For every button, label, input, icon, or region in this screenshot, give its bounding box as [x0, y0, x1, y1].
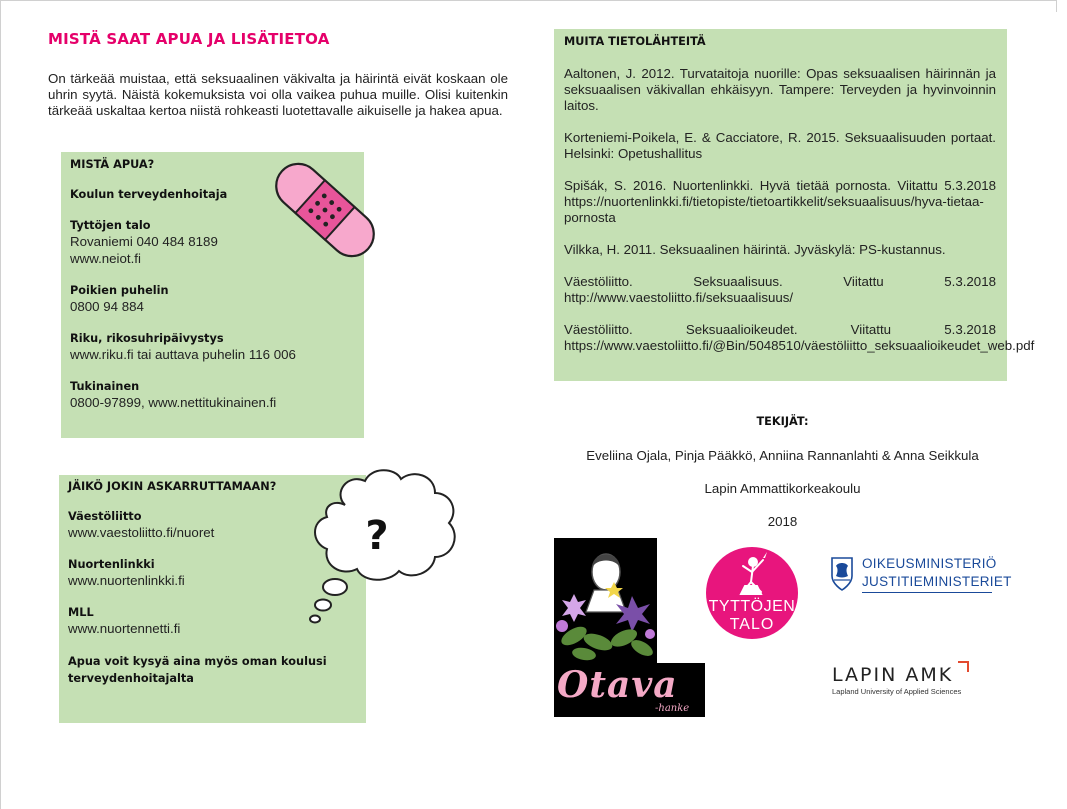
credits-year: 2018 — [767, 514, 798, 529]
otava-logo-subtext: -hanke — [655, 703, 690, 714]
help-entry-name: Poikien puhelin — [70, 284, 169, 297]
help-entry — [70, 379, 360, 411]
source-item: Aaltonen, J. 2012. Turvataitoja nuorille: Opas seksuaalisen häirinnän ja seksuaalisen väkivallan ehkäisyyn. Tampere: Terveyden ja hyvinvoinnin laitos. — [564, 66, 996, 113]
otava-logo-text: Otava — [557, 664, 678, 706]
sources-box — [554, 29, 1035, 381]
ask-entry-link[interactable]: www.vaestoliitto.fi/nuoret — [68, 525, 215, 540]
help-entry-name: Tyttöjen talo — [70, 219, 151, 232]
sources-heading: MUITA TIETOLÄHTEITÄ — [564, 35, 706, 48]
help-entry-link[interactable]: www.riku.fi tai auttava puhelin 116 006 — [70, 347, 296, 362]
help-box-heading: MISTÄ APUA? — [70, 158, 155, 171]
bandage-icon — [272, 148, 378, 272]
ask-box-heading: JÄIKÖ JOKIN ASKARRUTTAMAAN? — [68, 480, 277, 493]
help-entry-name: Riku, rikosuhripäivystys — [70, 332, 224, 345]
help-entry — [70, 283, 360, 315]
credits-title: TEKIJÄT: — [756, 415, 809, 428]
ask-entry-link[interactable]: www.nuortennetti.fi — [68, 621, 181, 636]
help-entry-link[interactable]: 0800-97899, www.nettitukinainen.fi — [70, 395, 277, 410]
source-item: Vilkka, H. 2011. Seksuaalinen häirintä. Jyväskylä: PS-kustannus. — [564, 242, 946, 257]
ask-entry-name: MLL — [68, 606, 94, 619]
source-item[interactable]: Väestöliitto. Seksuaalioikeudet. Viitattu 5.3.2018 https://www.vaestoliitto.fi/@Bin/5048510/väestöliitto_seksuaalioikeudet_web.pdf — [564, 322, 1035, 353]
ministry-name-fi: OIKEUSMINISTERIÖ — [862, 556, 997, 571]
help-entry-phone: 0800 94 884 — [70, 299, 144, 314]
help-entry-name: Koulun terveydenhoitaja — [70, 188, 228, 201]
tyttojen-logo-line2: TALO — [729, 616, 775, 633]
page-left-edge — [0, 0, 1, 809]
source-item[interactable]: Spišák, S. 2016. Nuortenlinkki. Hyvä tietää pornosta. Viitattu 5.3.2018 https://nuortenlinkki.fi/tietopiste/tietoartikkelit/seksuaalisuus/hyva-tietaa-pornosta — [564, 178, 996, 225]
ask-entry-name: Väestöliitto — [68, 510, 142, 523]
ask-note-wrap — [68, 653, 363, 687]
tyttojen-logo-line1: TYTTÖJEN — [708, 598, 796, 615]
page-title: MISTÄ SAAT APUA JA LISÄTIETOA — [48, 30, 330, 48]
credits-authors: Eveliina Ojala, Pinja Pääkkö, Anniina Rannanlahti & Anna Seikkula — [586, 448, 979, 463]
lion-crest-icon — [828, 556, 856, 592]
ask-note: Apua voit kysyä aina myös oman koulusi terveydenhoitajalta — [68, 655, 327, 685]
source-item[interactable]: Väestöliitto. Seksuaalisuus. Viitattu 5.3.2018 http://www.vaestoliitto.fi/seksuaalisuus/ — [564, 274, 996, 305]
intro-text: On tärkeää muistaa, että seksuaalinen väkivalta ja häirintä eivät koskaan ole uhrin syytä. Näistä kokemuksista voi olla vaikea puhua muille. Olisi kuitenkin tärkeää uskaltaa kertoa niistä rohkeasti luotettavalle aikuiselle ja hakea apua. — [48, 71, 508, 118]
help-entry — [70, 331, 360, 363]
help-entry-name: Tukinainen — [70, 380, 140, 393]
page-top-edge — [0, 0, 1057, 1]
ministry-name-sv: JUSTITIEMINISTERIET — [862, 574, 1012, 589]
lapin-amk-logo-text: LAPIN AMK — [832, 664, 954, 686]
help-entry-phone: Rovaniemi 040 484 8189 — [70, 234, 218, 249]
help-entry-link[interactable]: www.neiot.fi — [70, 251, 141, 266]
ministry-underline — [862, 592, 992, 593]
credits-school: Lapin Ammattikorkeakoulu — [704, 481, 861, 496]
lapin-amk-subtitle: Lapland University of Applied Sciences — [832, 687, 962, 696]
ask-entry-link[interactable]: www.nuortenlinkki.fi — [68, 573, 185, 588]
page-right-edge — [1056, 0, 1057, 12]
question-mark: ? — [365, 513, 389, 559]
sources-box-content — [564, 35, 1035, 354]
ask-entry-name: Nuortenlinkki — [68, 558, 155, 571]
lapin-amk-corner-mark — [958, 661, 969, 672]
thought-cloud-icon — [305, 465, 463, 625]
intro-paragraph — [48, 71, 508, 119]
source-item: Korteniemi-Poikela, E. & Cacciatore, R. 2015. Seksuaalisuuden portaat. Helsinki: Opetushallitus — [564, 130, 996, 161]
